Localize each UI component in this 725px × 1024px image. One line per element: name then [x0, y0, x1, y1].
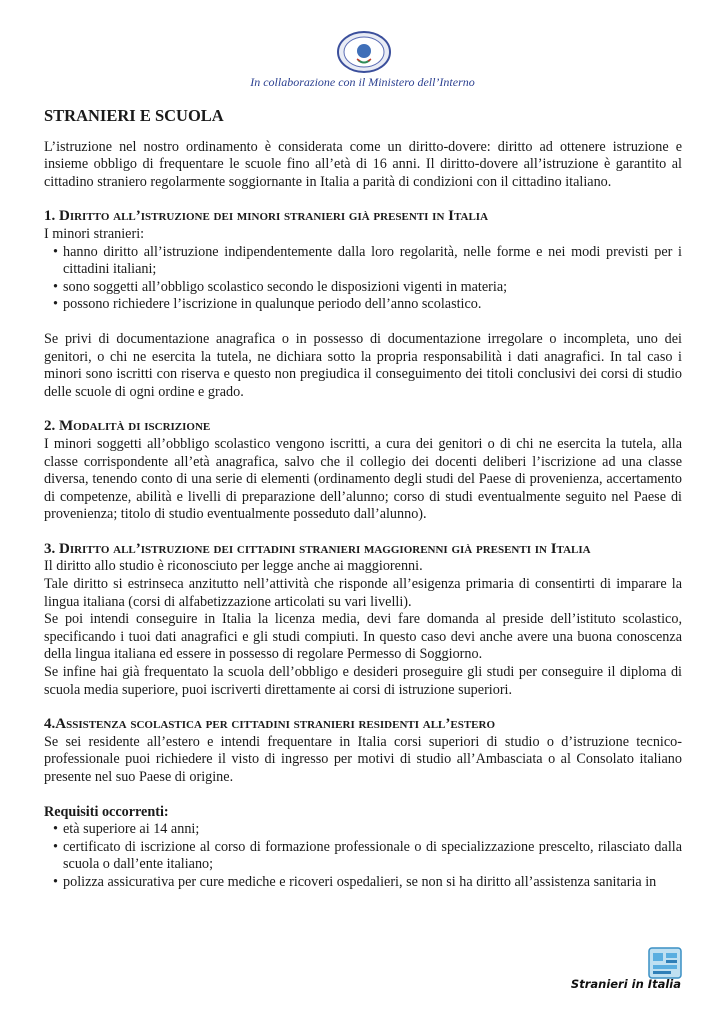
section-3-paragraph-1: Il diritto allo studio è riconosciuto per legge anche ai maggiorenni.	[44, 558, 423, 575]
stranieri-in-italia-logo-icon	[648, 947, 682, 979]
list-item: • possono richiedere l’iscrizione in qualunque periodo dell’anno scolastico.	[44, 296, 682, 314]
list-item: • certificato di iscrizione al corso di formazione professionale o di specializzazione prescelto, rilasciato dalla scuola o dall’ente italiano;	[44, 839, 682, 874]
section-2-paragraph: I minori soggetti all’obbligo scolastico vengono iscritti, a cura dei genitori o di chi ne esercita la tutela, alla classe corrispondente all’età anagrafica, salvo che il collegio dei docenti deliberi l’iscrizione ad una classe diversa, tenendo conto di una serie di elementi (ordinamento degli studi del Paese di provenienza, accertamento di competenze, abilità e livelli di preparazione dell’alunno; corso di studi eventualmente seguito nel Paese di provenienza; titolo di studio eventualmente posseduto dall’alunno).	[44, 435, 682, 523]
section-3-paragraph-4: Se infine hai già frequentato la scuola dell’obbligo e desideri proseguire gli studi per conseguire il diploma di scuola media superiore, puoi iscriverti direttamente ai corsi di istruzione superiori.	[44, 664, 682, 698]
list-item: • sono soggetti all’obbligo scolastico secondo le disposizioni vigenti in materia;	[44, 279, 682, 297]
section-4-paragraph: Se sei residente all’estero e intendi frequentare in Italia corsi superiori di studio o d’istruzione tecnico-professionale puoi richiedere il visto di ingresso per motivi di studio all’Ambasciata o al Consolato italiano presente nel suo Paese di origine.	[44, 733, 682, 785]
section-1-lead: I minori stranieri:	[44, 225, 145, 242]
brand-footer: Stranieri in Italia	[570, 977, 681, 991]
list-item: • hanno diritto all’istruzione indipendentemente dalla loro regolarità, nelle forme e nei modi previsti per i cittadini italiani;	[44, 244, 682, 279]
section-1-list	[44, 244, 682, 314]
list-item: • età superiore ai 14 anni;	[44, 821, 682, 839]
section-1-heading: 1. Diritto all’istruzione dei minori stranieri già presenti in Italia	[44, 208, 489, 225]
section-3-paragraph-2: Tale diritto si estrinseca anzitutto nell’attività che risponde all’esigenza primaria di consentirti di imparare la lingua italiana (corsi di alfabetizzazione articolati su vari livelli).	[44, 576, 682, 610]
intro-paragraph: L’istruzione nel nostro ordinamento è considerata come un diritto-dovere: diritto ad ottenere istruzione e insieme obbligo di frequentare le scuole fino all’età di 16 anni. Il diritto-dovere all’istruzione è garantito al cittadino straniero regolarmente soggiornante in Italia a parità di condizioni con il cittadino italiano.	[44, 138, 682, 190]
section-2-heading: 2. Modalità di iscrizione	[44, 418, 211, 435]
page-title: STRANIERI E SCUOLA	[44, 106, 224, 125]
document-body	[44, 107, 682, 892]
section-4-heading: 4.Assistenza scolastica per cittadini stranieri residenti all’estero	[44, 716, 496, 733]
requirements-list	[44, 821, 682, 891]
section-3-heading: 3. Diritto all’istruzione dei cittadini stranieri maggiorenni già presenti in Italia	[44, 540, 591, 557]
ministry-seal-icon	[336, 30, 392, 74]
section-3-paragraph-3: Se poi intendi conseguire in Italia la licenza media, devi fare domanda al preside dell’istituto scolastico, specificando i tuoi dati anagrafici e gli studi compiuti. In questo caso devi anche avere una buona conoscenza della lingua italiana ed essere in possesso di regolare Permesso di Soggiorno.	[44, 611, 682, 663]
list-item: • polizza assicurativa per cure mediche e ricoveri ospedalieri, se non si ha diritto all’assistenza sanitaria in	[44, 874, 682, 892]
section-1-paragraph: Se privi di documentazione anagrafica o in possesso di documentazione irregolare o incompleta, uno dei genitori, o chi ne esercita la tutela, ne dichiara sotto la propria responsabilità i dati anagrafici. In tal caso i minori sono iscritti con riserva e questo non pregiudica il conseguimento dei titoli conclusivi dei corsi di studio delle scuole di ogni ordine e grado.	[44, 330, 682, 400]
requirements-heading: Requisiti occorrenti:	[44, 803, 169, 820]
collaboration-caption: In collaborazione con il Ministero dell’Interno	[250, 75, 475, 89]
